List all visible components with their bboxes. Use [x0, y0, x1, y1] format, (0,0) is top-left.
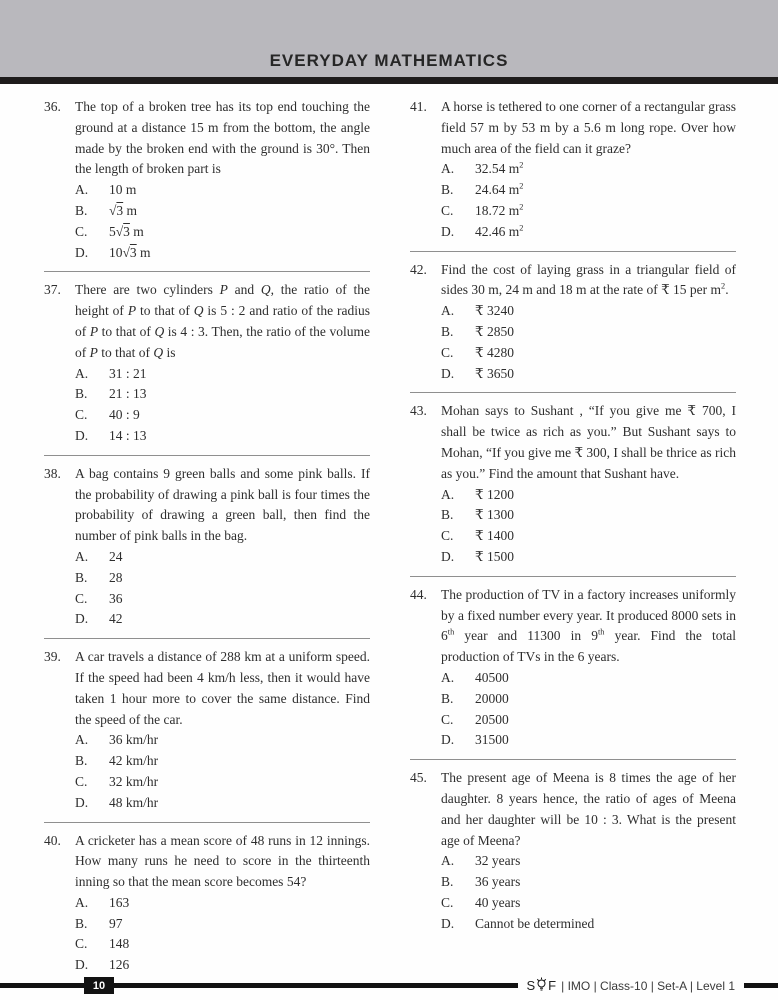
option-value: 148 — [109, 936, 130, 952]
brand-letter-s: S — [526, 978, 536, 993]
section-title: EVERYDAY MATHEMATICS — [269, 51, 509, 70]
option-value: 40500 — [475, 669, 509, 685]
option-value: 48 km/hr — [109, 794, 159, 810]
option-value: 126 — [109, 957, 130, 973]
options-list — [441, 851, 736, 934]
question — [44, 464, 370, 639]
option-value: 36 km/hr — [109, 732, 159, 748]
answer-option — [75, 426, 370, 447]
lightbulb-icon — [536, 977, 547, 992]
option-value: 40 years — [475, 894, 521, 910]
question-text: The top of a broken tree has its top end touching the ground at a distance 15 m from the bottom, the angle made by the broken end with the ground is 30°. Then the length of broken part is — [75, 99, 370, 177]
question — [44, 647, 370, 822]
brand-letter-f: F — [548, 978, 557, 993]
question — [410, 585, 736, 760]
answer-option — [75, 222, 370, 243]
option-label: C. — [441, 344, 454, 360]
options-list — [441, 301, 736, 384]
answer-option — [75, 405, 370, 426]
option-value: 36 years — [475, 874, 521, 890]
header-divider-bar — [0, 77, 778, 84]
option-value: 21 : 13 — [109, 386, 147, 402]
answer-option — [441, 364, 736, 385]
option-label: C. — [441, 894, 454, 910]
answer-option — [441, 547, 736, 568]
answer-option — [75, 243, 370, 264]
question-text: Mohan says to Sushant , “If you give me ₹ 700, I shall be twice as rich as you.” But Sushant says to Mohan, “If you give me ₹ 300, I shall be thrice as rich as you.” Find the amount that Sushant have. — [441, 403, 737, 481]
option-value: ₹ 2850 — [475, 323, 514, 339]
left-column — [44, 97, 370, 992]
question-number: 40. — [44, 832, 61, 848]
question — [410, 768, 736, 942]
option-label: D. — [75, 427, 89, 443]
answer-option — [441, 322, 736, 343]
option-label: A. — [441, 303, 455, 319]
option-label: B. — [441, 690, 454, 706]
option-value: 24 — [109, 548, 123, 564]
option-label: A. — [75, 548, 89, 564]
answer-option — [441, 201, 736, 222]
option-label: A. — [441, 669, 455, 685]
footer-rule-middle — [114, 983, 518, 988]
option-value: 40 : 9 — [109, 407, 140, 423]
option-value: ₹ 1300 — [475, 507, 514, 523]
answer-option — [441, 710, 736, 731]
options-list — [75, 893, 370, 976]
footer-brand — [518, 978, 745, 993]
question-text: The production of TV in a factory increases uniformly by a fixed number every year. It produced 8000 sets in 6th year and 11300 in 9th year. Find the total production of TVs in the 6 years. — [441, 586, 736, 665]
answer-option — [75, 772, 370, 793]
options-list — [75, 547, 370, 630]
option-label: C. — [441, 528, 454, 544]
answer-option — [75, 589, 370, 610]
question-body — [75, 464, 370, 630]
option-value: 42 km/hr — [109, 753, 159, 769]
option-value: 32 km/hr — [109, 773, 159, 789]
question — [44, 97, 370, 272]
option-label: D. — [75, 794, 89, 810]
answer-option — [75, 568, 370, 589]
answer-option — [75, 955, 370, 976]
option-label: D. — [441, 915, 455, 931]
question-number: 43. — [410, 403, 427, 419]
question-number: 36. — [44, 99, 61, 114]
options-list — [75, 730, 370, 813]
answer-option — [75, 934, 370, 955]
right-column — [410, 97, 736, 992]
option-value: 36 — [109, 590, 123, 606]
option-label: C. — [75, 773, 88, 789]
answer-option — [75, 547, 370, 568]
option-label: C. — [75, 590, 88, 606]
page-footer — [0, 976, 778, 995]
question-text: A cricketer has a mean score of 48 runs in 12 innings. How many runs he need to score in the thirteenth inning so that the mean score becomes 54? — [75, 832, 370, 890]
option-value: 10 m — [109, 182, 137, 198]
question-body — [441, 260, 736, 385]
option-value: 32.54 $m^2$ — [475, 160, 524, 177]
option-label: D. — [441, 548, 455, 564]
answer-option — [75, 201, 370, 222]
questions-area — [0, 84, 778, 992]
answer-option — [75, 730, 370, 751]
answer-option — [441, 851, 736, 872]
question — [410, 401, 736, 576]
answer-option — [441, 689, 736, 710]
answer-option — [441, 526, 736, 547]
answer-option — [75, 609, 370, 630]
answer-option — [441, 222, 736, 243]
option-value: 20000 — [475, 690, 509, 706]
answer-option — [441, 893, 736, 914]
option-label: A. — [441, 486, 455, 502]
option-label: A. — [441, 161, 455, 177]
answer-option — [75, 180, 370, 201]
option-label: D. — [441, 732, 455, 748]
options-list — [441, 485, 736, 568]
option-value: 28 — [109, 569, 123, 585]
option-value: 42 — [109, 611, 123, 627]
option-label: B. — [441, 874, 454, 890]
option-label: C. — [75, 936, 88, 952]
option-value: 31 : 21 — [109, 365, 147, 381]
answer-option — [75, 793, 370, 814]
option-label: B. — [75, 202, 88, 218]
question-body — [441, 401, 736, 567]
question-number: 45. — [410, 770, 427, 786]
option-label: A. — [75, 732, 89, 748]
question-number: 44. — [410, 586, 427, 602]
option-label: B. — [75, 386, 88, 402]
question-text: The present age of Meena is 8 times the age of her daughter. 8 years hence, the ratio of ages of Meena and her daughter will be 10 : 3. What is the present age of Meena? — [441, 770, 736, 848]
question-body — [75, 97, 370, 263]
option-value: 20500 — [475, 711, 509, 727]
footer-rule-right — [744, 983, 778, 988]
question-body — [75, 647, 370, 813]
question-text: Find the cost of laying grass in a triangular field of sides 30 m, 24 m and 18 m at the rate of ₹ 15 per $m^2$. — [441, 261, 736, 298]
option-label: D. — [441, 365, 455, 381]
option-label: D. — [75, 244, 89, 260]
option-label: C. — [75, 407, 88, 423]
option-value: ₹ 4280 — [475, 344, 514, 360]
footer-meta-text: | IMO | Class-10 | Set-A | Level 1 — [561, 978, 735, 993]
option-label: D. — [441, 223, 455, 239]
page-header-band — [0, 0, 778, 77]
question — [410, 260, 736, 394]
option-value: 14 : 13 — [109, 427, 147, 443]
question-text: A car travels a distance of 288 km at a uniform speed. If the speed had been 4 km/h less, then it would have taken 1 hour more to cover the same distance. Find the speed of the car. — [75, 649, 370, 727]
option-value: 32 years — [475, 853, 521, 869]
question — [44, 831, 370, 985]
option-value: Cannot be determined — [475, 915, 595, 931]
answer-option — [441, 301, 736, 322]
option-value: 10√3 m — [109, 244, 151, 260]
option-label: D. — [75, 611, 89, 627]
answer-option — [441, 668, 736, 689]
option-value: 163 — [109, 894, 130, 910]
answer-option — [441, 180, 736, 201]
option-label: A. — [75, 894, 89, 910]
option-value: ₹ 1500 — [475, 548, 514, 564]
question — [44, 280, 370, 455]
option-value: 5√3 m — [109, 223, 144, 239]
answer-option — [75, 751, 370, 772]
question-body — [441, 585, 736, 751]
option-value: 97 — [109, 915, 123, 931]
option-value: ₹ 1200 — [475, 486, 514, 502]
option-value: 31500 — [475, 732, 509, 748]
option-label: C. — [75, 223, 88, 239]
option-label: C. — [441, 202, 454, 218]
answer-option — [441, 343, 736, 364]
option-value: 18.72 $m^2$ — [475, 202, 524, 218]
question-text: A bag contains 9 green balls and some pink balls. If the probability of drawing a pink ball is four times the probability of drawing a green ball, then find the number of pink balls in the bag. — [75, 465, 370, 544]
options-list — [441, 668, 736, 751]
option-label: B. — [75, 753, 88, 769]
option-value: 42.46 $m^2$ — [475, 223, 524, 239]
options-list — [75, 364, 370, 447]
option-label: C. — [441, 711, 454, 727]
question-number: 42. — [410, 261, 427, 277]
option-value: ₹ 3240 — [475, 303, 514, 319]
option-label: B. — [441, 507, 454, 523]
answer-option — [75, 914, 370, 935]
answer-option — [441, 872, 736, 893]
option-value: 24.64 $m^2$ — [475, 181, 524, 198]
option-label: D. — [75, 957, 89, 973]
answer-option — [75, 384, 370, 405]
option-label: B. — [441, 323, 454, 339]
option-value: ₹ 3650 — [475, 365, 514, 381]
option-label: A. — [75, 182, 89, 198]
footer-rule-left — [0, 983, 84, 988]
question-body — [441, 768, 736, 934]
answer-option — [441, 914, 736, 935]
option-label: B. — [75, 569, 88, 585]
question-body — [75, 280, 370, 446]
option-value: √3 m — [109, 202, 138, 218]
option-label: A. — [441, 853, 455, 869]
answer-option — [75, 893, 370, 914]
options-list — [441, 159, 736, 242]
option-label: B. — [75, 915, 88, 931]
question-number: 41. — [410, 99, 427, 114]
answer-option — [441, 730, 736, 751]
options-list — [75, 180, 370, 263]
question-body — [75, 831, 370, 977]
page-number-badge: 10 — [84, 977, 114, 994]
option-label: B. — [441, 182, 454, 198]
question-number: 37. — [44, 282, 61, 298]
question-text: There are two cylinders P and Q, the ratio of the height of P to that of Q is 5 : 2 and ratio of the radius of P to that of Q is 4 : 3. Then, the ratio of the volume of P to that of Q is — [75, 282, 371, 360]
answer-option — [441, 505, 736, 526]
answer-option — [75, 364, 370, 385]
question-text: A horse is tethered to one corner of a rectangular grass field 57 m by 53 m by a 5.6 m long rope. Over how much area of the field can it graze? — [441, 99, 736, 156]
question-number: 39. — [44, 649, 61, 665]
answer-option — [441, 159, 736, 180]
option-label: A. — [75, 365, 89, 381]
question-body — [441, 97, 736, 243]
question-number: 38. — [44, 465, 61, 481]
question — [410, 97, 736, 252]
option-value: ₹ 1400 — [475, 528, 514, 544]
answer-option — [441, 485, 736, 506]
